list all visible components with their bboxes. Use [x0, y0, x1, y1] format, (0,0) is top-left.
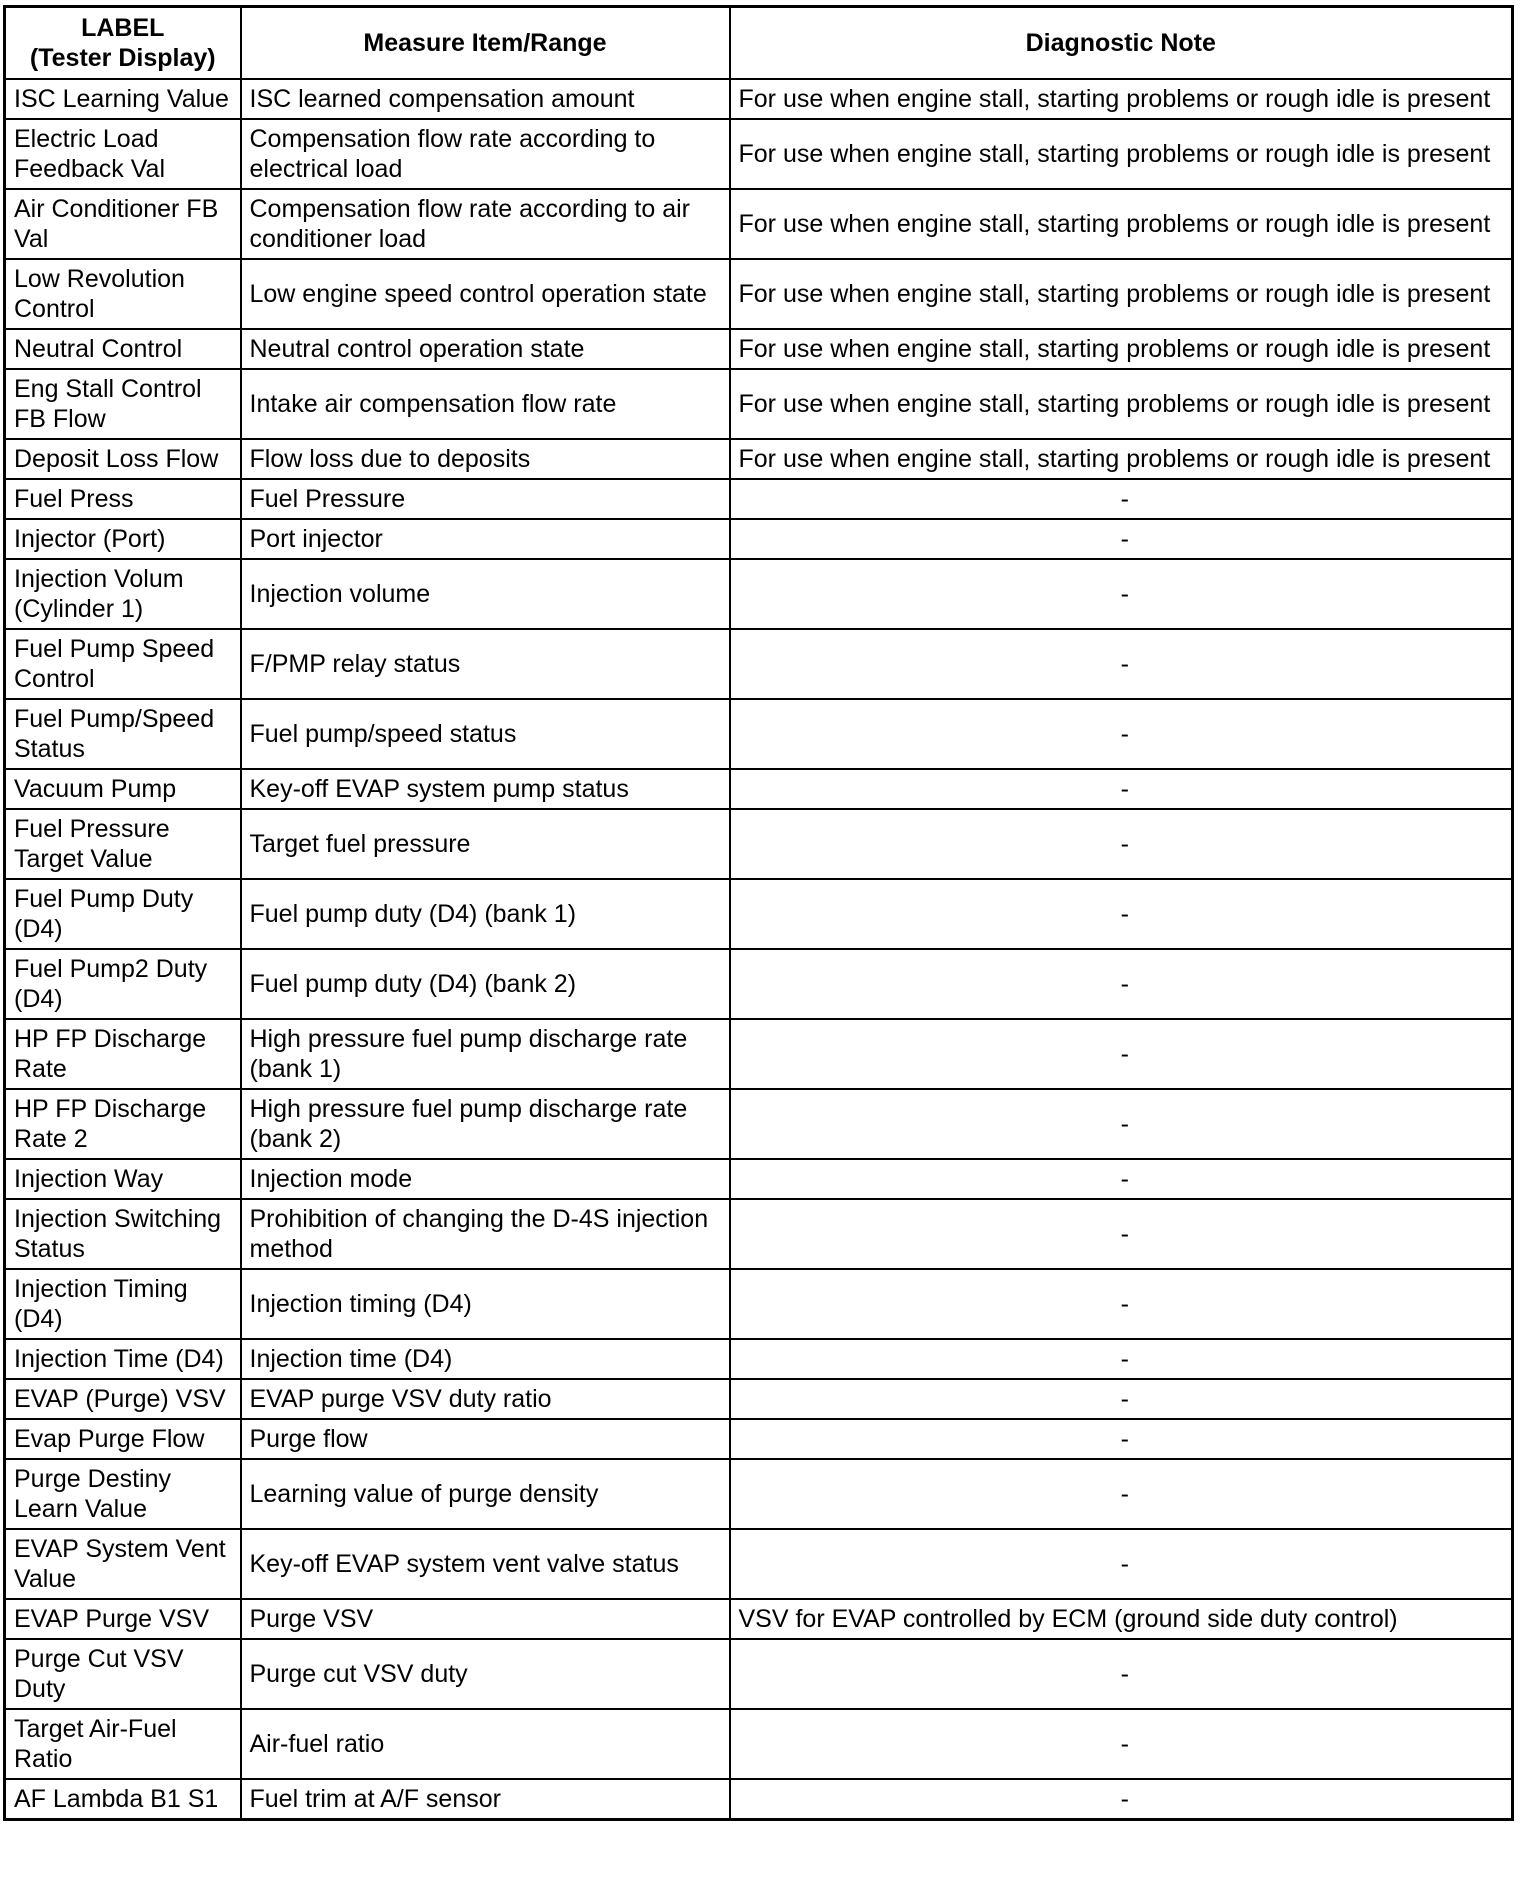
- table-row: [5, 1269, 1513, 1339]
- table-row: [5, 1529, 1513, 1599]
- table-row: [5, 439, 1513, 479]
- measure-cell: Port injector: [241, 519, 730, 559]
- measure-cell: Purge cut VSV duty: [241, 1639, 730, 1709]
- table-row: [5, 769, 1513, 809]
- note-cell: For use when engine stall, starting problems or rough idle is present: [730, 119, 1513, 189]
- table-row: [5, 1709, 1513, 1779]
- note-cell: -: [730, 479, 1513, 519]
- measure-cell: Fuel pump duty (D4) (bank 1): [241, 879, 730, 949]
- label-cell: Fuel Pump Speed Control: [5, 629, 241, 699]
- note-cell: -: [730, 1199, 1513, 1269]
- label-cell: Purge Cut VSV Duty: [5, 1639, 241, 1709]
- label-cell: Vacuum Pump: [5, 769, 241, 809]
- table-row: [5, 879, 1513, 949]
- table-row: [5, 809, 1513, 879]
- table-row: [5, 1199, 1513, 1269]
- note-cell: -: [730, 1379, 1513, 1419]
- measure-cell: Key-off EVAP system pump status: [241, 769, 730, 809]
- table-row: [5, 259, 1513, 329]
- label-cell: Fuel Pump/Speed Status: [5, 699, 241, 769]
- measure-cell: ISC learned compensation amount: [241, 79, 730, 119]
- label-cell: Injection Way: [5, 1159, 241, 1199]
- table-row: [5, 519, 1513, 559]
- measure-cell: Purge VSV: [241, 1599, 730, 1639]
- measure-cell: Prohibition of changing the D-4S injection method: [241, 1199, 730, 1269]
- label-cell: Target Air-Fuel Ratio: [5, 1709, 241, 1779]
- measure-cell: Fuel trim at A/F sensor: [241, 1779, 730, 1820]
- header-note: Diagnostic Note: [730, 7, 1513, 80]
- note-cell: -: [730, 1459, 1513, 1529]
- table-row: [5, 1639, 1513, 1709]
- measure-cell: EVAP purge VSV duty ratio: [241, 1379, 730, 1419]
- note-cell: -: [730, 949, 1513, 1019]
- label-cell: EVAP System Vent Value: [5, 1529, 241, 1599]
- label-cell: Neutral Control: [5, 329, 241, 369]
- label-cell: EVAP Purge VSV: [5, 1599, 241, 1639]
- table-row: [5, 1159, 1513, 1199]
- measure-cell: High pressure fuel pump discharge rate (bank 1): [241, 1019, 730, 1089]
- measure-cell: Fuel pump/speed status: [241, 699, 730, 769]
- label-cell: Injector (Port): [5, 519, 241, 559]
- label-cell: EVAP (Purge) VSV: [5, 1379, 241, 1419]
- table-row: [5, 119, 1513, 189]
- label-cell: Fuel Pressure Target Value: [5, 809, 241, 879]
- label-cell: ISC Learning Value: [5, 79, 241, 119]
- label-cell: Eng Stall Control FB Flow: [5, 369, 241, 439]
- header-label-line2: (Tester Display): [29, 44, 216, 72]
- note-cell: -: [730, 629, 1513, 699]
- table-row: [5, 1459, 1513, 1529]
- label-cell: Injection Time (D4): [5, 1339, 241, 1379]
- note-cell: -: [730, 699, 1513, 769]
- measure-cell: Learning value of purge density: [241, 1459, 730, 1529]
- table-row: [5, 189, 1513, 259]
- measure-cell: Fuel pump duty (D4) (bank 2): [241, 949, 730, 1019]
- label-cell: HP FP Discharge Rate 2: [5, 1089, 241, 1159]
- measure-cell: Injection time (D4): [241, 1339, 730, 1379]
- table-row: [5, 1779, 1513, 1820]
- note-cell: -: [730, 1089, 1513, 1159]
- label-cell: Fuel Pump2 Duty (D4): [5, 949, 241, 1019]
- table-row: [5, 329, 1513, 369]
- note-cell: -: [730, 519, 1513, 559]
- measure-cell: Key-off EVAP system vent valve status: [241, 1529, 730, 1599]
- label-cell: Evap Purge Flow: [5, 1419, 241, 1459]
- measure-cell: Low engine speed control operation state: [241, 259, 730, 329]
- label-cell: Fuel Pump Duty (D4): [5, 879, 241, 949]
- table-row: [5, 1089, 1513, 1159]
- note-cell: For use when engine stall, starting problems or rough idle is present: [730, 189, 1513, 259]
- table-row: [5, 629, 1513, 699]
- note-cell: -: [730, 809, 1513, 879]
- measure-cell: Air-fuel ratio: [241, 1709, 730, 1779]
- table-row: [5, 479, 1513, 519]
- label-cell: Injection Switching Status: [5, 1199, 241, 1269]
- label-cell: Injection Timing (D4): [5, 1269, 241, 1339]
- table-row: [5, 369, 1513, 439]
- measure-cell: Compensation flow rate according to electrical load: [241, 119, 730, 189]
- label-cell: Low Revolution Control: [5, 259, 241, 329]
- note-cell: For use when engine stall, starting problems or rough idle is present: [730, 329, 1513, 369]
- table-row: [5, 559, 1513, 629]
- measure-cell: Compensation flow rate according to air conditioner load: [241, 189, 730, 259]
- note-cell: -: [730, 1529, 1513, 1599]
- table-row: [5, 1599, 1513, 1639]
- note-cell: For use when engine stall, starting problems or rough idle is present: [730, 369, 1513, 439]
- measure-cell: Purge flow: [241, 1419, 730, 1459]
- measure-cell: F/PMP relay status: [241, 629, 730, 699]
- measure-cell: Injection mode: [241, 1159, 730, 1199]
- note-cell: -: [730, 1779, 1513, 1820]
- note-cell: -: [730, 879, 1513, 949]
- header-row: [5, 7, 1513, 80]
- label-cell: Air Conditioner FB Val: [5, 189, 241, 259]
- label-cell: AF Lambda B1 S1: [5, 1779, 241, 1820]
- table-row: [5, 949, 1513, 1019]
- measure-cell: Injection volume: [241, 559, 730, 629]
- measure-cell: Fuel Pressure: [241, 479, 730, 519]
- label-cell: HP FP Discharge Rate: [5, 1019, 241, 1089]
- header-label: [5, 7, 241, 80]
- measure-cell: High pressure fuel pump discharge rate (bank 2): [241, 1089, 730, 1159]
- table-row: [5, 79, 1513, 119]
- measure-cell: Flow loss due to deposits: [241, 439, 730, 479]
- table-row: [5, 1379, 1513, 1419]
- note-cell: -: [730, 1709, 1513, 1779]
- header-label-line1: LABEL: [81, 14, 165, 42]
- measure-cell: Injection timing (D4): [241, 1269, 730, 1339]
- data-list-sheet: [3, 5, 1514, 1821]
- label-cell: Deposit Loss Flow: [5, 439, 241, 479]
- note-cell: -: [730, 559, 1513, 629]
- measure-cell: Target fuel pressure: [241, 809, 730, 879]
- table-row: [5, 1019, 1513, 1089]
- note-cell: -: [730, 769, 1513, 809]
- note-cell: For use when engine stall, starting problems or rough idle is present: [730, 79, 1513, 119]
- note-cell: For use when engine stall, starting problems or rough idle is present: [730, 439, 1513, 479]
- label-cell: Injection Volum (Cylinder 1): [5, 559, 241, 629]
- measure-cell: Intake air compensation flow rate: [241, 369, 730, 439]
- note-cell: -: [730, 1159, 1513, 1199]
- note-cell: VSV for EVAP controlled by ECM (ground side duty control): [730, 1599, 1513, 1639]
- table-row: [5, 1339, 1513, 1379]
- label-cell: Fuel Press: [5, 479, 241, 519]
- data-list-table: [3, 5, 1514, 1821]
- table-row: [5, 1419, 1513, 1459]
- note-cell: -: [730, 1419, 1513, 1459]
- label-cell: Purge Destiny Learn Value: [5, 1459, 241, 1529]
- header-measure: Measure Item/Range: [241, 7, 730, 80]
- measure-cell: Neutral control operation state: [241, 329, 730, 369]
- note-cell: -: [730, 1269, 1513, 1339]
- note-cell: -: [730, 1639, 1513, 1709]
- note-cell: -: [730, 1019, 1513, 1089]
- table-row: [5, 699, 1513, 769]
- label-cell: Electric Load Feedback Val: [5, 119, 241, 189]
- note-cell: -: [730, 1339, 1513, 1379]
- note-cell: For use when engine stall, starting problems or rough idle is present: [730, 259, 1513, 329]
